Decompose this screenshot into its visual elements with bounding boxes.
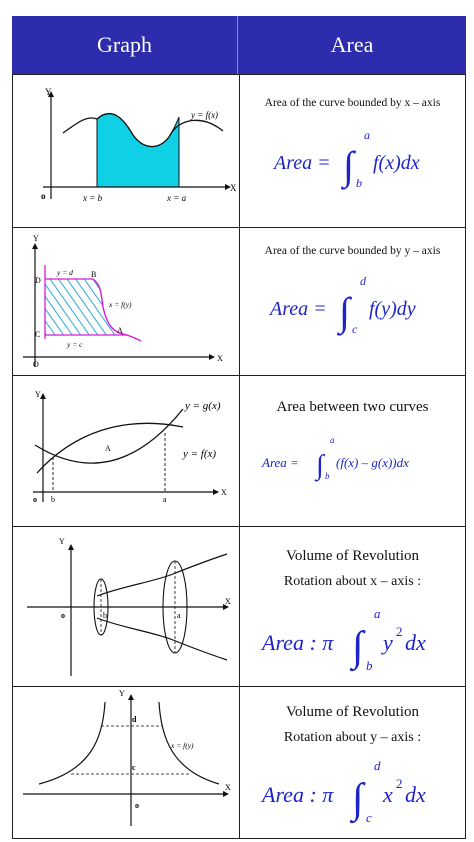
- y-axis-arrow-icon: [32, 243, 38, 249]
- formula: [240, 427, 465, 507]
- subtitle: Rotation about y – axis :: [283, 730, 422, 745]
- area-y-axis-graph: [13, 227, 239, 375]
- x-axis-label: X: [225, 597, 231, 606]
- upper-limit: a: [330, 435, 335, 445]
- left-bound-label: x = b: [83, 193, 103, 203]
- bottom-line-label: y = c: [67, 340, 83, 349]
- upper-limit: a: [364, 128, 370, 142]
- formula: [240, 267, 465, 367]
- point-b-label: B: [91, 270, 97, 279]
- area-cell: [240, 375, 465, 526]
- integral-sign: ∫: [316, 450, 324, 481]
- lower-limit: b: [325, 471, 330, 481]
- table-body: [12, 74, 466, 839]
- description: Area between two curves: [276, 399, 429, 415]
- curve-fx: [35, 409, 183, 463]
- area-column-header: Area: [330, 32, 374, 57]
- y-axis-label: Y: [119, 689, 125, 698]
- table-row: [13, 686, 465, 838]
- curve-label: x = f(y): [171, 741, 194, 750]
- differential: dx: [405, 630, 426, 655]
- d-label: d: [132, 715, 137, 724]
- integrand: (f(x) – g(x))dx: [336, 455, 409, 470]
- integral-sign: ∫: [352, 624, 364, 670]
- shaded-area: [97, 114, 179, 187]
- revolution-x-axis-graph: [13, 526, 239, 686]
- x-axis-label: X: [217, 354, 223, 363]
- top-line-label: y = d: [57, 268, 73, 277]
- integrand: f(y)dy: [369, 298, 416, 320]
- curve-f-label: y = f(x): [183, 448, 217, 460]
- x-axis-label: X: [225, 783, 231, 792]
- y-axis-label: Y: [45, 87, 52, 97]
- point-a-label: A: [117, 326, 123, 335]
- integrand: f(x)dx: [373, 152, 420, 174]
- y-axis-label: Y: [33, 234, 39, 243]
- area-under-curve-graph: [13, 75, 239, 227]
- point-d-label: D: [35, 276, 41, 285]
- right-bound-label: x = a: [167, 193, 187, 203]
- title: Volume of Revolution: [285, 548, 420, 564]
- formula: [240, 121, 465, 221]
- upper-limit: d: [374, 758, 381, 773]
- y-axis-arrow-icon: [68, 544, 74, 550]
- region-label: A: [105, 444, 111, 453]
- curve-label: y = f(x): [191, 110, 219, 120]
- b-label: b: [103, 611, 107, 620]
- formula-prefix: Area =: [262, 455, 299, 470]
- x-axis-arrow-icon: [209, 354, 215, 360]
- left-curve: [39, 702, 105, 784]
- description: Area of the curve bounded by x – axis: [264, 97, 441, 109]
- origin-label: o: [61, 611, 65, 620]
- lower-limit: c: [352, 322, 358, 336]
- subtitle: Rotation about x – axis :: [283, 574, 422, 589]
- c-label: c: [132, 763, 136, 772]
- x-axis-label: X: [230, 183, 237, 193]
- integral-sign: ∫: [343, 143, 354, 188]
- formula: [240, 600, 465, 680]
- table-row: [13, 75, 465, 227]
- a-label: a: [163, 495, 167, 504]
- table-row: [13, 526, 465, 686]
- table-row: [13, 227, 465, 375]
- lower-limit: b: [366, 658, 373, 673]
- curve-g-label: y = g(x): [185, 400, 221, 412]
- graph-column-header: Graph: [97, 32, 152, 57]
- x-axis-label: X: [221, 488, 227, 497]
- y-axis-arrow-icon: [40, 393, 46, 399]
- area-cell: [240, 686, 465, 838]
- formula-prefix: Area =: [274, 152, 331, 174]
- formula-prefix: Area : π: [262, 782, 334, 807]
- origin-label: O: [33, 360, 39, 369]
- area-cell: [240, 227, 465, 375]
- y-axis-label: Y: [59, 537, 65, 546]
- b-label: b: [51, 495, 55, 504]
- upper-limit: a: [374, 606, 381, 621]
- formula-prefix: Area =: [270, 298, 327, 320]
- description: Area of the curve bounded by y – axis: [264, 245, 441, 257]
- formula: [240, 752, 465, 832]
- curve-label: x = f(y): [109, 300, 132, 309]
- formula-sheet: [12, 0, 466, 842]
- lower-limit: b: [356, 176, 362, 190]
- y-axis-label: Y: [35, 390, 41, 399]
- table-row: [13, 375, 465, 526]
- upper-limit: d: [360, 274, 366, 288]
- exponent: 2: [396, 776, 403, 791]
- origin-label: o: [41, 191, 46, 201]
- upper-curve: [97, 554, 227, 596]
- origin-label: o: [33, 495, 37, 504]
- point-c-label: C: [35, 330, 41, 339]
- table-header: [12, 16, 466, 74]
- integrand: y: [383, 630, 393, 655]
- integral-sign: ∫: [352, 776, 364, 822]
- integrand: x: [383, 782, 393, 807]
- area-cell: [240, 526, 465, 686]
- formula-prefix: Area : π: [262, 630, 334, 655]
- area-between-curves-graph: [13, 375, 239, 526]
- a-label: a: [177, 611, 181, 620]
- lower-limit: c: [366, 810, 372, 825]
- exponent: 2: [396, 624, 403, 639]
- x-axis-arrow-icon: [213, 489, 219, 495]
- revolution-y-axis-graph: [13, 686, 239, 838]
- integral-sign: ∫: [339, 289, 350, 334]
- lower-curve: [97, 618, 227, 660]
- y-axis-arrow-icon: [128, 694, 134, 700]
- differential: dx: [405, 782, 426, 807]
- origin-label: o: [135, 801, 139, 810]
- title: Volume of Revolution: [285, 704, 420, 720]
- area-cell: [240, 75, 465, 227]
